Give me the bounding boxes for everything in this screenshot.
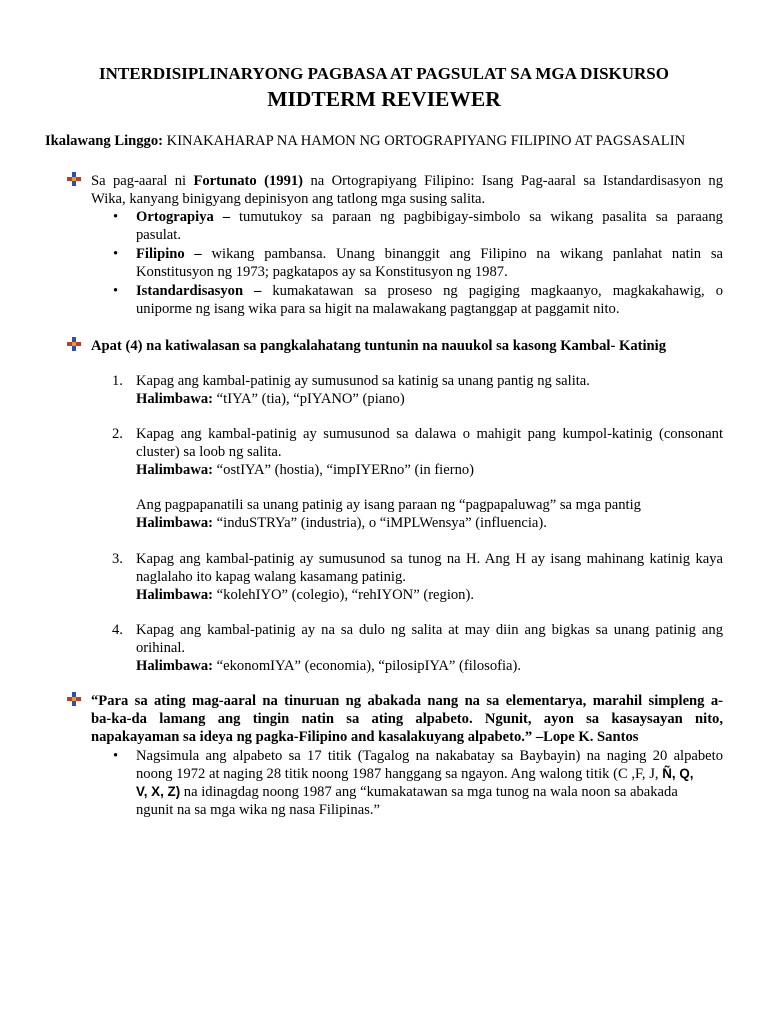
definition-filipino <box>136 245 723 281</box>
intro-pre: Sa pag-aaral ni <box>91 173 194 189</box>
rule-line1: Kapag ang kambal-patinig ay sumusunod sa tunog na H. Ang H ay isang mahinang katinig kaya <box>136 551 723 567</box>
quote-line2: ba-ka-da lamang ang tingin natin sa ating alpabeto. Ngunit, ayon sa kasaysayan nito, <box>91 711 723 727</box>
history-line2: noong 1972 at naging 28 titik noong 1987 hanggang sa ngayon. Ang walong titik (C ,F, J, <box>136 766 663 782</box>
example-label: Halimbawa: <box>136 515 214 531</box>
definition-istandardisasyon <box>136 282 723 318</box>
example-label: Halimbawa: <box>136 587 214 603</box>
definition-ortograpiya <box>136 208 723 244</box>
term: Istandardisasyon – <box>136 283 262 299</box>
item-number: 3. <box>112 551 123 567</box>
arrow-plus-marker-icon <box>67 172 81 186</box>
lope-santos-quote <box>91 692 723 746</box>
rule-item-3 <box>136 550 723 604</box>
definition-line1: tumutukoy sa paraan ng pagbibigay-simbolo sa wikang pasalita sa paraang <box>230 209 723 225</box>
definition-line2: Konstitusyon ng 1973; pagkatapos ay sa Konstitusyon ng 1987. <box>136 264 508 280</box>
example-label: Halimbawa: <box>136 391 214 407</box>
rule-note: Ang pagpapanatili sa unang patinig ay isang paraan ng “pagpapaluwag” sa mga pantig <box>136 497 641 513</box>
week-topic <box>45 132 735 150</box>
week-topic-text: KINAKAHARAP NA HAMON NG ORTOGRAPIYANG FILIPINO AT PAGSASALIN <box>166 133 686 149</box>
alphabet-history <box>136 747 723 819</box>
rule-line1: Kapag ang kambal-patinig ay na sa dulo ng salita at may diin ang bigkas sa unang patinig ang <box>136 622 723 638</box>
document-title: MIDTERM REVIEWER <box>267 87 501 111</box>
history-line4: ngunit na sa mga wika ng nasa Filipinas.” <box>136 802 380 818</box>
course-title: INTERDISIPLINARYONG PAGBASA AT PAGSULAT SA MGA DISKURSO <box>99 64 669 83</box>
example-text: “ostIYA” (hostia), “impIYERno” (in fierno) <box>213 462 475 478</box>
example-text: “tIYA” (tia), “pIYANO” (piano) <box>213 391 405 407</box>
rule-line1: Kapag ang kambal-patinig ay sumusunod sa katinig sa unang pantig ng salita. <box>136 373 590 389</box>
arrow-plus-marker-icon <box>67 337 81 351</box>
history-line3: na idinagdag noong 1987 ang “kumakatawan sa mga tunog na wala noon sa abakada <box>180 784 678 800</box>
added-letters: V, X, Z) <box>136 784 181 799</box>
rule-item-1 <box>136 372 723 408</box>
definition-line2: uniporme ng isang wika para sa higit na malawakang pagtanggap at paggamit nito. <box>136 301 620 317</box>
example-text: “induSTRYa” (industria), o “iMPLWensya” (influencia). <box>213 515 547 531</box>
bullet-symbol: • <box>113 748 119 764</box>
rule-line2: naglalaho ito kapag walang kasamang patinig. <box>136 569 406 585</box>
rule-item-4 <box>136 621 723 675</box>
bullet-symbol: • <box>113 283 119 299</box>
rule-line2: cluster) sa loob ng salita. <box>136 444 282 460</box>
intro-line2: Wika, kanyang binigyang depinisyon ang tatlong mga susing salita. <box>91 191 486 207</box>
intro-author: Fortunato (1991) <box>193 173 304 189</box>
item-number: 4. <box>112 622 123 638</box>
section1-intro <box>91 172 723 208</box>
added-letters: Ñ, Q, <box>662 766 694 781</box>
item-number: 2. <box>112 426 123 442</box>
example-label: Halimbawa: <box>136 658 214 674</box>
rule-item-2 <box>136 425 723 532</box>
arrow-plus-marker-icon <box>67 692 81 706</box>
bullet-symbol: • <box>113 246 119 262</box>
section2-heading: Apat (4) na katiwalasan sa pangkalahatang tuntunin na nauukol sa kasong Kambal- Katinig <box>91 338 667 354</box>
definition-line1: kumakatawan sa proseso ng pagiging magkaanyo, magkakahawig, o <box>261 283 723 299</box>
term: Filipino – <box>136 246 202 262</box>
example-text: “kolehIYO” (colegio), “rehIYON” (region). <box>213 587 474 603</box>
history-line1: Nagsimula ang alpabeto sa 17 titik (Tagalog na nakabatay sa Baybayin) na naging 20 alpabeto <box>136 748 723 764</box>
week-label: Ikalawang Linggo: <box>45 133 163 149</box>
quote-line1: “Para sa ating mag-aaral na tinuruan ng abakada nang na sa elementarya, marahil simpleng a- <box>91 693 723 709</box>
rule-line2: orihinal. <box>136 640 186 656</box>
quote-line3: napakayaman sa ideya ng pagka-Filipino and kasalakuyang alpabeto.” –Lope K. Santos <box>91 729 639 745</box>
definition-line1: wikang pambansa. Unang binanggit ang Filipino na wikang panlahat natin sa <box>201 246 723 262</box>
term: Ortograpiya – <box>136 209 231 225</box>
definition-line2: pasulat. <box>136 227 181 243</box>
bullet-symbol: • <box>113 209 119 225</box>
example-label: Halimbawa: <box>136 462 214 478</box>
rule-line1: Kapag ang kambal-patinig ay sumusunod sa dalawa o mahigit pang kumpol-katinig (consonant <box>136 426 723 442</box>
example-text: “ekonomIYA” (economia), “pilosipIYA” (filosofia). <box>213 658 522 674</box>
intro-post: na Ortograpiyang Filipino: Isang Pag-aaral sa Istandardisasyon ng <box>303 173 724 189</box>
item-number: 1. <box>112 373 123 389</box>
